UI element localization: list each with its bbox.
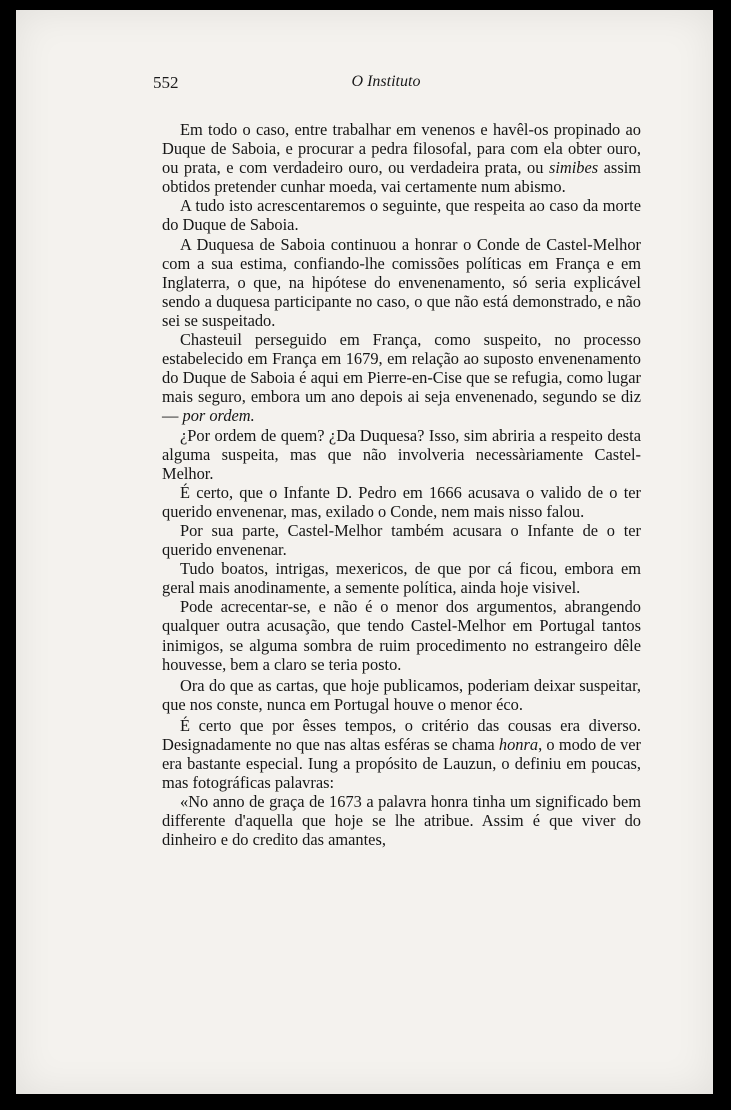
text-run: ¿Por ordem de quem? ¿Da Duquesa? Isso, sim abriria a respeito desta alguma suspeita, mas que não involveria necessàriamente Castel-Melhor.: [162, 425, 641, 483]
paragraph: [162, 792, 641, 849]
italic-text: honra: [498, 735, 539, 754]
paragraph: [162, 120, 641, 196]
text-run: Tudo boatos, intrigas, mexericos, de que por cá ficou, embora em geral mais anodinamente, a semente política, ainda hoje visivel.: [162, 559, 641, 598]
paragraph: [162, 330, 641, 425]
text-run: Ora do que as cartas, que hoje publicamos, poderiam deixar suspeitar, que nos conste, nunca em Portugal houve o menor éco.: [162, 675, 641, 714]
book-page: [16, 10, 713, 1094]
text-run: É certo, que o Infante D. Pedro em 1666 acusava o valido de o ter querido envenenar, mas, exilado o Conde, nem mais nisso falou.: [162, 482, 641, 521]
paragraph: [162, 559, 641, 597]
text-run: Em todo o caso, entre trabalhar em venenos e havêl-os propinado ao Duque de Saboia, e procurar a pedra filosofal, para com ela obter ouro, ou prata, e com verdadeiro ouro, ou verdadeira prata, ou: [162, 120, 641, 178]
text-run: Pode acrecentar-se, e não é o menor dos argumentos, abrangendo qualquer outra acusação, que tendo Castel-Melhor em Portugal tantos inimigos, se alguma sombra de ruim procedimento no estrangeiro dêle houvesse, bem a claro se teria posto.: [162, 597, 641, 674]
running-title: O Instituto: [351, 73, 421, 90]
body-text: [162, 120, 641, 850]
paragraph: [162, 483, 641, 521]
italic-text: simibes: [548, 158, 599, 178]
paragraph: [162, 597, 641, 673]
paragraph: [162, 521, 641, 559]
paragraph: [162, 426, 641, 483]
text-run: A tudo isto acrescentaremos o seguinte, que respeita ao caso da morte do Duque de Saboia.: [162, 196, 641, 235]
text-run: A Duquesa de Saboia continuou a honrar o Conde de Castel-Melhor com a sua estima, confiando-lhe comissões políticas em França e em Inglaterra, o que, na hipótese do envenenamento, só seria explicável sendo a duquesa participante no caso, o que não está demonstrado, e não sei se suspeitado.: [162, 234, 641, 330]
text-run: «No anno de graça de 1673 a palavra honra tinha um significado bem differente d'aquella que hoje se lhe atribue. Assim é que viver do dinheiro e do credito das amantes,: [162, 792, 641, 850]
text-run: assim obtidos pretender cunhar moeda, vai certamente num abismo.: [162, 158, 641, 197]
text-run: Chasteuil perseguido em França, como suspeito, no processo estabelecido em França em 1679, em relação ao suposto envenenamento do Duque de Saboia é aqui em Pierre-en-Cise que se refugia, como lugar mais seguro, embora um ano depois ai seja envenenado, segundo se diz —: [162, 330, 641, 426]
paragraph: [162, 716, 641, 792]
paragraph: [162, 676, 641, 714]
text-run: É certo que por êsses tempos, o critério das cousas era diverso. Designadamente no que nas altas esféras se chama: [162, 715, 641, 754]
paragraph: [162, 235, 641, 330]
italic-text: por ordem.: [182, 406, 255, 426]
text-run: Por sua parte, Castel-Melhor também acusara o Infante de o ter querido envenenar.: [162, 520, 641, 560]
page-header: [153, 73, 619, 95]
page-number: 552: [153, 73, 179, 92]
text-run: , o modo de ver era bastante especial. Iung a propósito de Lauzun, o definiu em poucas, mas fotográficas palavras:: [162, 735, 642, 793]
paragraph: [162, 196, 641, 234]
